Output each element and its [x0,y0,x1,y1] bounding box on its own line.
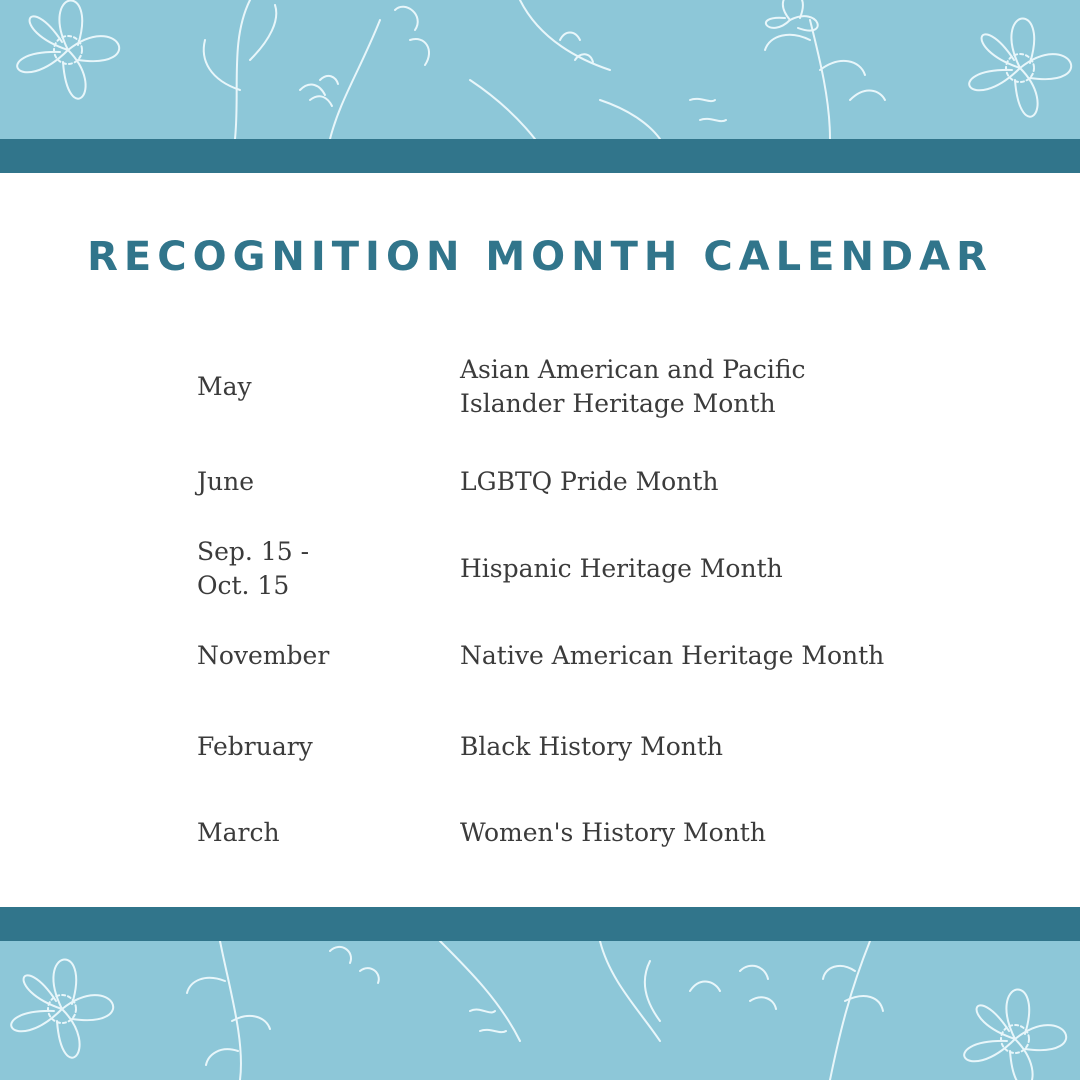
observance-line: Hispanic Heritage Month [460,554,783,583]
row-observance [460,730,1020,764]
row-observance [460,639,1020,673]
row-observance [460,465,1020,499]
bottom-floral-banner [0,941,1080,1080]
row-observance [460,816,1020,850]
bottom-accent-band [0,907,1080,941]
observance-line: Black History Month [460,732,724,761]
page-title: RECOGNITION MONTH CALENDAR [87,234,993,280]
row-date: May [197,372,252,401]
row-date: November [197,641,330,670]
row-date [197,535,417,603]
row-observance [460,552,1020,586]
top-accent-band [0,139,1080,173]
observance-line: Asian American and Pacific [460,355,806,384]
date-line: Oct. 15 [197,571,290,600]
floral-pattern-icon [0,0,1080,139]
row-date: March [197,818,280,847]
observance-line: Women's History Month [460,818,766,847]
row-date: February [197,732,313,761]
observance-line: LGBTQ Pride Month [460,467,719,496]
top-floral-banner [0,0,1080,139]
floral-pattern-icon [0,941,1080,1080]
date-line: Sep. 15 - [197,537,310,566]
observance-line: Islander Heritage Month [460,389,776,418]
row-date: June [197,467,255,496]
calendar-panel [0,173,1080,907]
observance-line: Native American Heritage Month [460,641,885,670]
row-observance [460,353,1020,421]
